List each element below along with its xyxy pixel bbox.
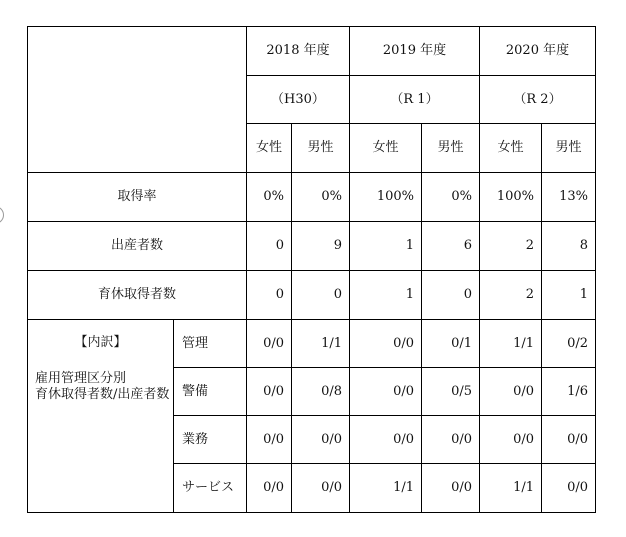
table-cell: 13%	[542, 173, 596, 222]
category-label: 管理	[174, 320, 247, 368]
table-cell: 0/0	[247, 416, 292, 464]
table-cell: 1/1	[480, 464, 542, 513]
table-row-breakdown-management	[28, 320, 596, 368]
year-header-2018: 2018 年度	[247, 27, 350, 76]
table-cell: 0%	[292, 173, 350, 222]
era-header-h30: （H30）	[247, 76, 350, 124]
category-label: 業務	[174, 416, 247, 464]
year-header-row	[28, 27, 596, 76]
table-row-leave-takers	[28, 271, 596, 320]
table-cell: 1	[350, 271, 422, 320]
table-cell: 0/0	[480, 416, 542, 464]
sex-header: 女性	[247, 124, 292, 173]
table-cell: 100%	[480, 173, 542, 222]
table-cell: 0/0	[542, 416, 596, 464]
row-label: 育休取得者数	[28, 271, 247, 320]
breakdown-label-cell	[28, 320, 174, 513]
table-cell: 0	[247, 222, 292, 271]
table-row-births	[28, 222, 596, 271]
table-cell: 0/1	[422, 320, 480, 368]
table-cell: 0/5	[422, 368, 480, 416]
table-cell: 0/0	[292, 416, 350, 464]
sex-header: 男性	[292, 124, 350, 173]
table-cell: 1	[350, 222, 422, 271]
table-cell: 1/1	[350, 464, 422, 513]
table-cell: 0/0	[542, 464, 596, 513]
table-cell: 0%	[422, 173, 480, 222]
row-label: 取得率	[28, 173, 247, 222]
breakdown-title: 【内訳】	[74, 335, 127, 350]
breakdown-note-line2: 育休取得者数/出産者数	[35, 387, 170, 402]
table-cell: 0/0	[247, 320, 292, 368]
table-cell: 0	[247, 271, 292, 320]
table-cell: 0/0	[247, 464, 292, 513]
sex-header: 男性	[422, 124, 480, 173]
table-cell: 0%	[247, 173, 292, 222]
table-cell: 100%	[350, 173, 422, 222]
table-cell: 0/0	[350, 320, 422, 368]
table-cell: 0/0	[480, 368, 542, 416]
table-cell: 6	[422, 222, 480, 271]
category-label: サービス	[174, 464, 247, 513]
breakdown-note-line1: 雇用管理区分別	[35, 371, 127, 386]
sex-header: 男性	[542, 124, 596, 173]
table-cell: 0/0	[350, 368, 422, 416]
corner-cell	[28, 27, 247, 173]
era-header-r1: （R 1）	[350, 76, 480, 124]
table-cell: 1	[542, 271, 596, 320]
table-cell: 0	[422, 271, 480, 320]
table-cell: 1/6	[542, 368, 596, 416]
table-cell: 0	[292, 271, 350, 320]
table-cell: 2	[480, 271, 542, 320]
table-cell: 0/2	[542, 320, 596, 368]
row-label: 出産者数	[28, 222, 247, 271]
table-cell: 1/1	[292, 320, 350, 368]
table-cell: 2	[480, 222, 542, 271]
table-cell: 0/0	[247, 368, 292, 416]
table-cell: 0/0	[422, 464, 480, 513]
table-row-acquisition-rate	[28, 173, 596, 222]
category-label: 警備	[174, 368, 247, 416]
table-cell: 8	[542, 222, 596, 271]
sex-header: 女性	[480, 124, 542, 173]
childcare-leave-table	[27, 26, 596, 513]
table-cell: 0/8	[292, 368, 350, 416]
era-header-r2: （R 2）	[480, 76, 596, 124]
table-cell: 1/1	[480, 320, 542, 368]
partial-circle-mark	[0, 206, 4, 224]
table-cell: 0/0	[350, 416, 422, 464]
sex-header: 女性	[350, 124, 422, 173]
year-header-2019: 2019 年度	[350, 27, 480, 76]
table-cell: 0/0	[422, 416, 480, 464]
table-cell: 0/0	[292, 464, 350, 513]
year-header-2020: 2020 年度	[480, 27, 596, 76]
table-cell: 9	[292, 222, 350, 271]
